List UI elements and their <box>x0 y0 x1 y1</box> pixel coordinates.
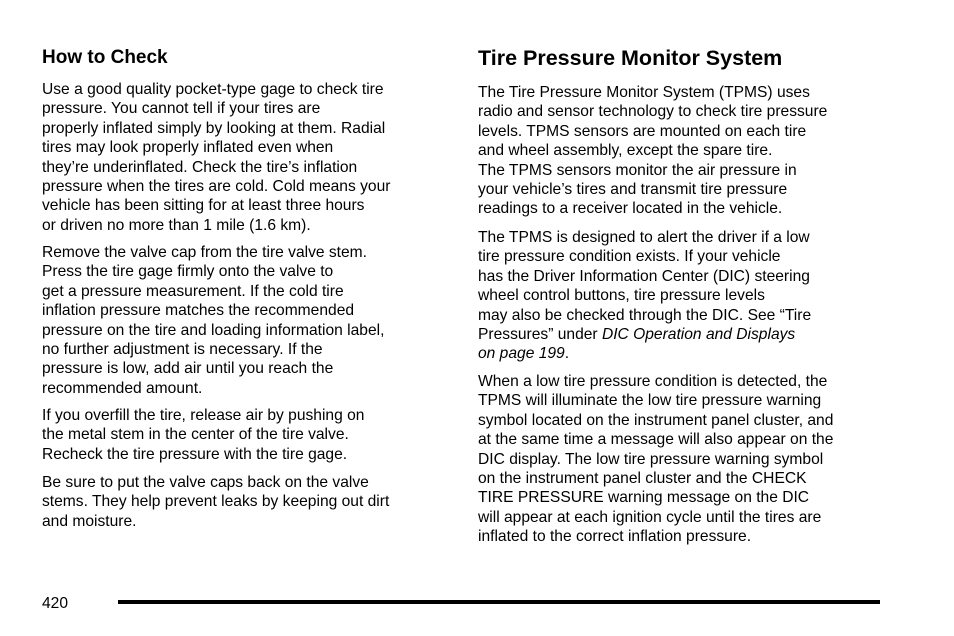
text-line: no further adjustment is necessary. If the <box>42 341 323 359</box>
text-line: Recheck the tire pressure with the tire gage. <box>42 445 348 463</box>
section-heading-tpms: Tire Pressure Monitor System <box>478 46 783 70</box>
text-line: and moisture. <box>42 512 137 530</box>
text-line: stems. They help prevent leaks by keeping out dirt <box>42 493 390 511</box>
text-line: the metal stem in the center of the tire valve. <box>42 426 349 444</box>
text-line: or driven no more than 1 mile (1.6 km). <box>42 216 311 234</box>
text-line: radio and sensor technology to check tire pressure <box>478 103 828 121</box>
text-fragment: . <box>564 345 570 363</box>
text-line: properly inflated simply by looking at them. Radial <box>42 119 386 137</box>
text-line: pressure. You cannot tell if your tires are <box>42 100 321 118</box>
page-reference-link[interactable]: on page 199 <box>478 345 565 363</box>
text-line: TIRE PRESSURE warning message on the DIC <box>478 489 810 507</box>
text-line: Use a good quality pocket-type gage to check tire <box>42 81 384 98</box>
paragraph-tpms-1 <box>478 83 827 219</box>
text-line: at the same time a message will also appear on the <box>478 431 834 449</box>
text-line: When a low tire pressure condition is detected, the <box>478 373 828 390</box>
text-line: wheel control buttons, tire pressure levels <box>478 287 765 305</box>
text-line: has the Driver Information Center (DIC) steering <box>478 267 810 285</box>
text-line: DIC display. The low tire pressure warning symbol <box>478 450 824 468</box>
paragraph-how-to-check-2 <box>42 243 384 398</box>
text-line: readings to a receiver located in the vehicle. <box>478 200 783 218</box>
text-line: Be sure to put the valve caps back on the valve <box>42 474 369 491</box>
page-number: 420 <box>42 595 69 612</box>
section-heading-how-to-check: How to Check <box>42 47 168 68</box>
text-line: pressure is low, add air until you reach the <box>42 360 334 378</box>
text-line: pressure when the tires are cold. Cold means your <box>42 178 391 196</box>
text-line: on the instrument panel cluster and the CHECK <box>478 470 807 488</box>
text-line: The TPMS is designed to alert the driver if a low <box>478 229 810 246</box>
text-line: symbol located on the instrument panel cluster, and <box>478 411 834 429</box>
text-line: recommended amount. <box>42 379 203 397</box>
paragraph-how-to-check-3 <box>42 406 364 464</box>
text-line: they’re underinflated. Check the tire’s inflation <box>42 158 358 176</box>
text-line: get a pressure measurement. If the cold tire <box>42 282 344 300</box>
text-line: Press the tire gage firmly onto the valve to <box>42 263 334 281</box>
cross-reference-link[interactable]: DIC Operation and Displays <box>601 326 796 344</box>
text-line: The TPMS sensors monitor the air pressure in <box>478 161 797 179</box>
text-line: may also be checked through the DIC. See “Tire <box>478 306 812 324</box>
text-line: Remove the valve cap from the tire valve stem. <box>42 244 368 261</box>
paragraph-tpms-3 <box>478 372 833 547</box>
text-line: inflated to the correct inflation pressure. <box>478 528 752 546</box>
text-line: tire pressure condition exists. If your vehicle <box>478 248 781 266</box>
text-line: TPMS will illuminate the low tire pressure warning <box>478 392 822 410</box>
text-fragment: Pressures” under <box>478 326 602 344</box>
text-line: will appear at each ignition cycle until the tires are <box>478 508 822 526</box>
text-line: If you overfill the tire, release air by pushing on <box>42 407 365 424</box>
text-line: your vehicle’s tires and transmit tire pressure <box>478 181 788 199</box>
footer-rule <box>118 600 880 604</box>
text-line: levels. TPMS sensors are mounted on each tire <box>478 122 807 140</box>
paragraph-how-to-check-1 <box>42 80 390 235</box>
text-line: pressure on the tire and loading information label, <box>42 321 385 339</box>
text-line: and wheel assembly, except the spare tire. <box>478 142 773 160</box>
text-line: vehicle has been sitting for at least three hours <box>42 197 365 215</box>
text-line: inflation pressure matches the recommended <box>42 302 355 320</box>
text-line <box>478 325 811 344</box>
paragraph-how-to-check-4 <box>42 473 389 531</box>
text-line <box>478 344 811 363</box>
text-line: The Tire Pressure Monitor System (TPMS) uses <box>478 84 810 101</box>
text-line: tires may look properly inflated even when <box>42 139 334 157</box>
paragraph-tpms-2 <box>478 228 811 364</box>
